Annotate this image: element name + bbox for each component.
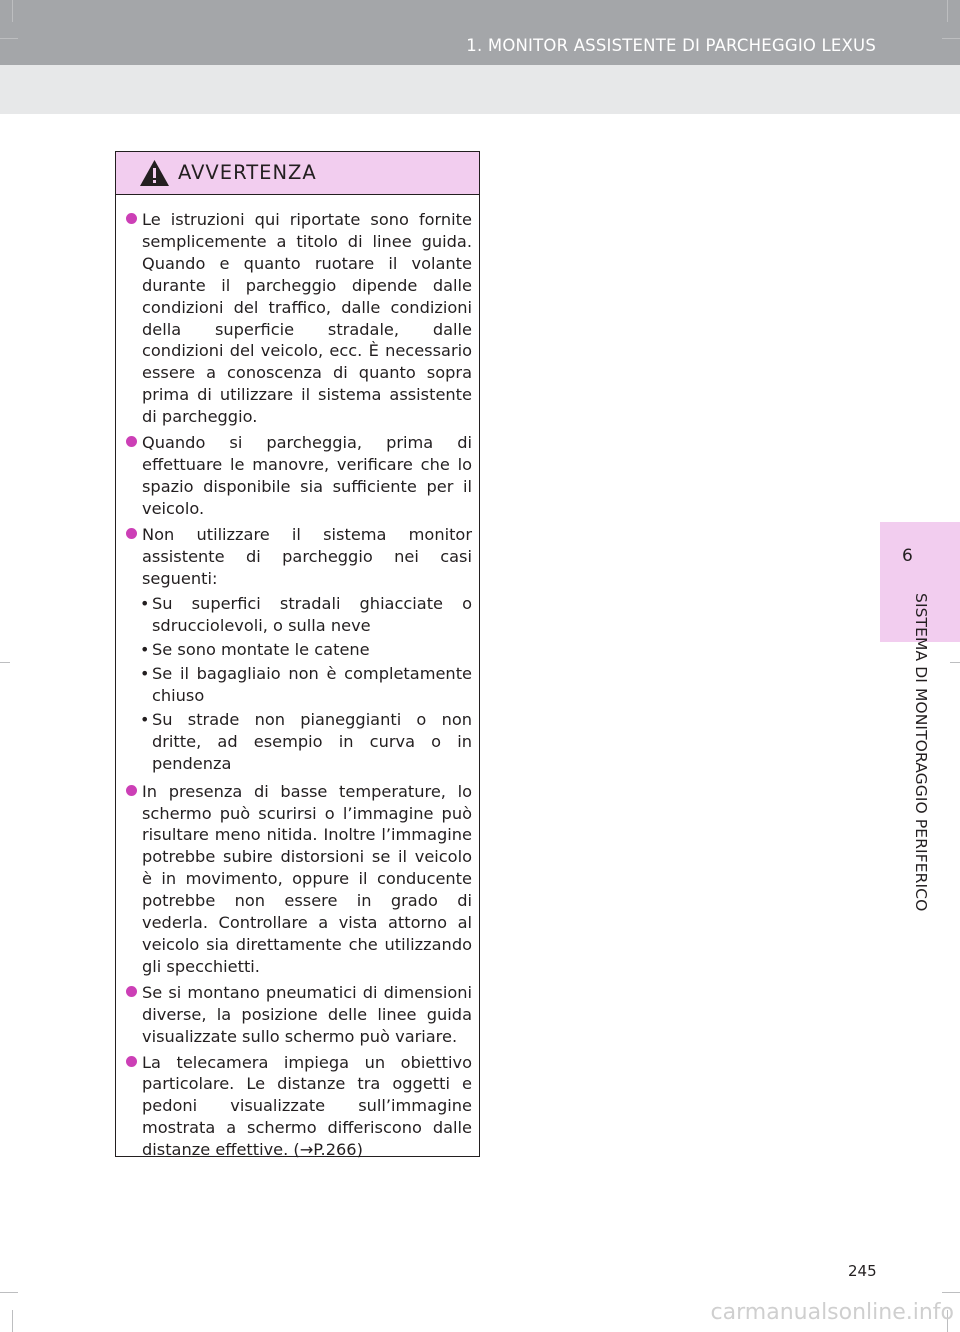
sub-bullet: • bbox=[140, 594, 150, 614]
chapter-side-label-text: SISTEMA DI MONITORAGGIO PERIFERICO bbox=[912, 593, 930, 912]
page-number: 245 bbox=[848, 1262, 877, 1280]
trim-mark bbox=[0, 38, 18, 39]
trim-mark bbox=[942, 38, 960, 39]
chapter-side-label bbox=[912, 593, 932, 973]
trim-mark bbox=[12, 1310, 13, 1332]
warning-item-text: Non utilizzare il sistema monitor assistente di parcheggio nei casi seguenti: bbox=[142, 524, 472, 588]
warning-item-text: Le istruzioni qui riportate sono fornite semplicemente a titolo di linee guida. Quando e quanto ruotare il volante durante il parcheggio dipende dalle condizioni del traffico, dalle condizioni della superficie stradale, dalle condizioni del veicolo, ecc. È necessario essere a conoscenza di quanto sopra prima di utilizzare il sistema assistente di parcheggio. bbox=[142, 210, 472, 427]
bullet-icon bbox=[126, 1056, 137, 1067]
warning-item bbox=[126, 432, 472, 520]
warning-subitem-text: Su strade non pianeggianti o non dritte, ad esempio in curva o in pendenza bbox=[152, 709, 472, 773]
chapter-title: 1. MONITOR ASSISTENTE DI PARCHEGGIO LEXUS bbox=[466, 36, 876, 55]
warning-item bbox=[126, 209, 472, 428]
sub-bullet: • bbox=[140, 709, 150, 729]
warning-item bbox=[126, 524, 472, 590]
trim-mark bbox=[0, 1292, 18, 1293]
sub-bullet: • bbox=[140, 640, 150, 660]
warning-item bbox=[126, 781, 472, 978]
warning-item-text: In presenza di basse temperature, lo schermo può scurirsi o l’immagine può risultare meno nitida. Inoltre l’immagine potrebbe subire distorsioni se il veicolo è in movimento, oppure il conducente potrebbe non essere in grado di vederla. Controllare a vista attorno al veicolo sia direttamente che utilizzando gli specchietti. bbox=[142, 781, 472, 976]
warning-box bbox=[115, 151, 480, 1160]
warning-header bbox=[116, 152, 479, 195]
warning-item bbox=[126, 982, 472, 1048]
trim-mark bbox=[942, 1292, 960, 1293]
bullet-icon bbox=[126, 986, 137, 997]
warning-subitem bbox=[126, 709, 472, 775]
warning-title: AVVERTENZA bbox=[178, 161, 317, 184]
warning-subitem-text: Se il bagagliaio non è completamente chiuso bbox=[152, 664, 472, 706]
warning-triangle-icon bbox=[139, 159, 170, 187]
bullet-icon bbox=[126, 785, 137, 796]
bullet-icon bbox=[126, 213, 137, 224]
warning-body bbox=[126, 209, 472, 1165]
header-band bbox=[0, 0, 960, 65]
warning-subitem-text: Su superfici stradali ghiacciate o sdrucciolevoli, o sulla neve bbox=[152, 594, 472, 636]
sub-bullet: • bbox=[140, 664, 150, 684]
trim-mark bbox=[0, 662, 10, 663]
warning-subitem bbox=[126, 663, 472, 707]
warning-subitem bbox=[126, 593, 472, 637]
trim-mark bbox=[950, 662, 960, 663]
trim-mark bbox=[12, 0, 13, 22]
warning-subitem-text: Se sono montate le catene bbox=[152, 640, 370, 660]
bullet-icon bbox=[126, 436, 137, 447]
warning-item-text: La telecamera impiega un obiettivo particolare. Le distanze tra oggetti e pedoni visualizzate sull’immagine mostrata a schermo differiscono dalle distanze effettive. (→P.266) bbox=[142, 1052, 472, 1160]
warning-item-text: Quando si parcheggia, prima di effettuare le manovre, verificare che lo spazio disponibile sia sufficiente per il veicolo. bbox=[142, 433, 472, 518]
trim-mark bbox=[947, 0, 948, 22]
chapter-number: 6 bbox=[902, 546, 913, 566]
bullet-icon bbox=[126, 528, 137, 539]
watermark: carmanualsonline.info bbox=[710, 1300, 954, 1325]
warning-item bbox=[126, 1052, 472, 1162]
warning-subitem bbox=[126, 639, 472, 661]
warning-item-text: Se si montano pneumatici di dimensioni diverse, la posizione delle linee guida visualizzate sullo schermo può variare. bbox=[142, 982, 472, 1046]
header-subband bbox=[0, 65, 960, 114]
